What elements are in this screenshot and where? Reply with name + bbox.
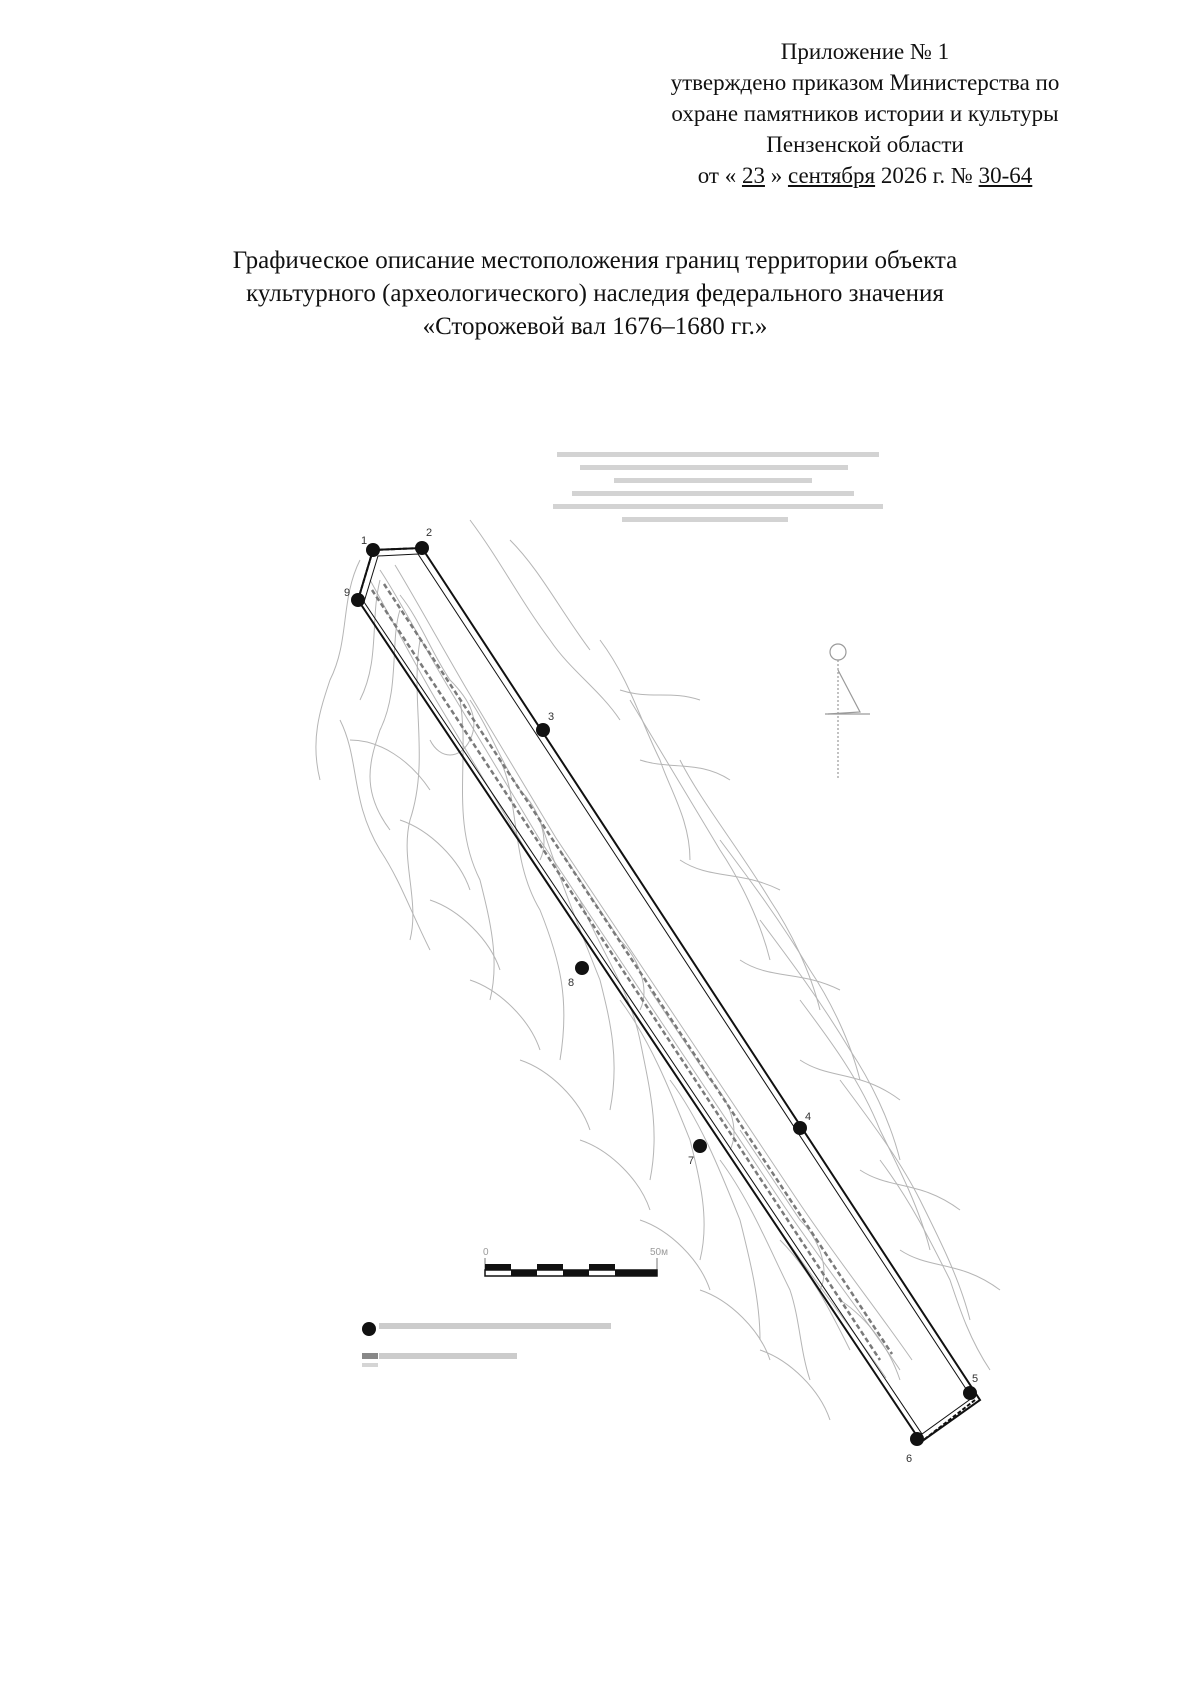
appendix-number: Приложение № 1 xyxy=(780,39,950,64)
territory-boundary xyxy=(358,548,980,1442)
turning-point-9 xyxy=(351,593,365,607)
order-year-prefix: 2026 г. № xyxy=(880,163,973,188)
turning-point-5 xyxy=(963,1386,977,1400)
region-text: Пензенской области xyxy=(766,132,964,157)
map-legend xyxy=(362,1322,611,1367)
scale-bar-start-label: 0 xyxy=(483,1247,489,1258)
point-label-9: 9 xyxy=(344,587,351,599)
point-label-6: 6 xyxy=(906,1453,913,1465)
title-line-3: «Сторожевой вал 1676–1680 гг.» xyxy=(422,313,768,340)
approval-text: утверждено приказом Министерства по xyxy=(670,70,1060,95)
order-number: 30-64 xyxy=(978,163,1033,188)
map-caption-block xyxy=(553,452,883,522)
date-prefix: от « xyxy=(697,163,737,188)
order-month: сентября xyxy=(787,163,876,188)
ministry-text: охране памятников истории и культуры xyxy=(671,101,1059,126)
turning-point-3 xyxy=(536,723,550,737)
boundary-segment-9-1 xyxy=(358,550,373,600)
point-label-1: 1 xyxy=(361,535,368,547)
point-label-5: 5 xyxy=(972,1373,979,1385)
turning-point-6 xyxy=(910,1432,924,1446)
turning-point-2 xyxy=(415,541,429,555)
legend-rampart-icon xyxy=(362,1353,378,1359)
turning-point-8 xyxy=(575,961,589,975)
point-label-7: 7 xyxy=(688,1155,695,1167)
title-line-2: культурного (археологического) наследия федерального значения xyxy=(246,280,944,307)
order-day: 23 xyxy=(741,163,765,188)
scale-bar xyxy=(483,1247,668,1276)
legend-point-icon xyxy=(362,1322,376,1336)
scale-bar-end-label: 50м xyxy=(650,1247,668,1258)
title-line-1: Графическое описание местоположения границ территории объекта xyxy=(232,247,958,274)
rampart-line xyxy=(372,584,892,1360)
point-label-2: 2 xyxy=(426,527,433,539)
turning-point-4 xyxy=(793,1121,807,1135)
date-mid: » xyxy=(770,163,783,188)
point-label-8: 8 xyxy=(568,977,575,989)
turning-point-7 xyxy=(693,1139,707,1153)
turning-points xyxy=(351,541,977,1446)
turning-point-1 xyxy=(366,543,380,557)
point-label-4: 4 xyxy=(805,1111,812,1123)
north-arrow-icon xyxy=(825,644,870,780)
point-label-3: 3 xyxy=(548,711,555,723)
